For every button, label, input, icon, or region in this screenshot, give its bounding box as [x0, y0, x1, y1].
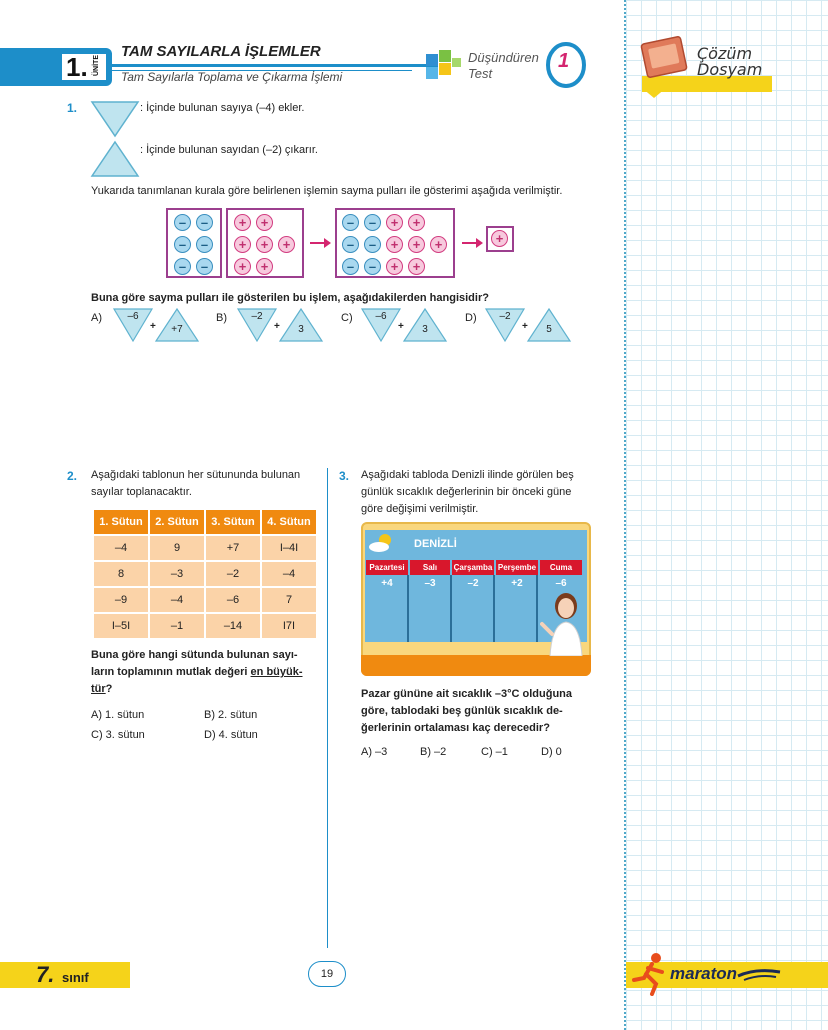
option-d-up-value: 5 — [546, 324, 552, 335]
plus-sign: + — [150, 321, 156, 332]
question-2-prompt: Buna göre hangi sütunda bulunan sayı- ların toplamının mutlak değeri en büyük- tür? — [91, 649, 303, 695]
negative-counter: – — [174, 236, 191, 253]
q3-choice-c[interactable]: C) –1 — [481, 746, 508, 758]
weather-board-base — [361, 655, 591, 676]
q2-choice-a[interactable]: A) 1. sütun — [91, 709, 145, 721]
q3-choice-b[interactable]: B) –2 — [420, 746, 447, 758]
plus-sign: + — [398, 321, 404, 332]
positive-counter: + — [256, 214, 273, 231]
question-3-prompt: Pazar gününe ait sıcaklık –3°C olduğuna göre, tablodaki beş günlük sıcaklık de- ğerlerinin ortalaması kaç derecedir? — [361, 688, 573, 734]
plus-sign: + — [274, 321, 280, 332]
q2-choice-d[interactable]: D) 4. sütun — [204, 729, 258, 741]
negative-counter: – — [342, 236, 359, 253]
option-c-down-value: –6 — [375, 311, 387, 322]
header-rule — [112, 64, 438, 67]
q2-choice-b[interactable]: B) 2. sütun — [204, 709, 258, 721]
positive-counter: + — [386, 258, 403, 275]
grade-word: sınıf — [62, 970, 89, 985]
table-row — [94, 614, 316, 638]
table-cell: 9 — [150, 536, 204, 560]
question-1-intro: Yukarıda tanımlanan kurala göre belirlenen işlemin sayma pulları ile gösterimi aşağıda verilmiştir. — [91, 185, 563, 197]
negative-counter: – — [174, 258, 191, 275]
table-header: 1. Sütun — [94, 510, 148, 534]
table-cell: –4 — [150, 588, 204, 612]
q3-choice-d[interactable]: D) 0 — [541, 746, 562, 758]
board-title: DENİZLİ — [414, 538, 457, 550]
negative-counter: – — [174, 214, 191, 231]
grade-number: 7. — [36, 962, 55, 987]
table-cell: –6 — [206, 588, 260, 612]
option-b-letter: B) — [216, 312, 227, 324]
day-change-value: –3 — [424, 578, 436, 589]
sun-cloud-icon — [367, 532, 397, 554]
question-2-intro: Aşağıdaki tablonun her sütununda bulunan sayılar toplanacaktır. — [91, 469, 301, 498]
positive-counter: + — [278, 236, 295, 253]
option-c-up-value: 3 — [422, 324, 428, 335]
day-header: Pazartesi — [366, 560, 408, 575]
question-3-intro: Aşağıdaki tabloda Denizli ilinde görülen beş günlük sıcaklık değerlerinin bir önceki güne göre değişimi verilmiştir. — [361, 469, 574, 515]
positive-counter: + — [491, 230, 508, 247]
negative-counter: – — [364, 214, 381, 231]
option-a-down-value: –6 — [127, 311, 139, 322]
positive-counter: + — [408, 236, 425, 253]
question-1-number: 1. — [67, 101, 78, 115]
table-cell: –4 — [262, 562, 316, 586]
page-subtitle: Tam Sayılarla Toplama ve Çıkarma İşlemi — [121, 70, 343, 84]
runner-icon — [630, 950, 670, 996]
option-c-letter: C) — [341, 312, 353, 324]
day-header: Çarşamba — [452, 560, 494, 575]
positive-counter: + — [408, 214, 425, 231]
page-title: TAM SAYILARLA İŞLEMLER — [121, 43, 321, 60]
negative-counter: – — [364, 258, 381, 275]
day-change-value: +2 — [511, 578, 523, 589]
table-cell: I–5I — [94, 614, 148, 638]
number-table — [92, 508, 318, 640]
table-row — [94, 588, 316, 612]
table-row — [94, 536, 316, 560]
q2-choice-c[interactable]: C) 3. sütun — [91, 729, 145, 741]
down-triangle-icon — [90, 100, 140, 138]
table-cell: I–4I — [262, 536, 316, 560]
table-cell: –9 — [94, 588, 148, 612]
option-b-up-value: 3 — [298, 324, 304, 335]
negative-counter: – — [196, 214, 213, 231]
test-number: 1 — [558, 50, 570, 72]
option-a-letter: A) — [91, 312, 102, 324]
day-change-value: –2 — [467, 578, 479, 589]
day-header: Salı — [410, 560, 450, 575]
table-header: 4. Sütun — [262, 510, 316, 534]
rule-up-text: : İçinde bulunan sayıdan (–2) çıkarır. — [140, 144, 318, 156]
question-3-number: 3. — [339, 469, 350, 483]
day-header: Cuma — [540, 560, 582, 575]
negative-counter: – — [364, 236, 381, 253]
solution-banner-tip — [642, 88, 666, 98]
arrow-icon — [462, 242, 480, 244]
q3-choice-a[interactable]: A) –3 — [361, 746, 388, 758]
solution-grid-panel — [624, 0, 828, 1030]
negative-counter: – — [196, 258, 213, 275]
positive-counter: + — [256, 236, 273, 253]
option-d-down-value: –2 — [499, 311, 511, 322]
positive-counter: + — [386, 214, 403, 231]
brand-name: maraton — [670, 964, 738, 983]
positive-counter: + — [430, 236, 447, 253]
presenter-figure — [540, 590, 588, 656]
table-cell: –2 — [206, 562, 260, 586]
table-cell: –4 — [94, 536, 148, 560]
table-cell: –3 — [150, 562, 204, 586]
page-number: 19 — [308, 961, 346, 987]
day-change-value: –6 — [555, 578, 567, 589]
column-divider — [327, 468, 328, 948]
folder-icon — [640, 34, 690, 78]
solution-title: Çözüm Dosyam — [697, 44, 763, 79]
unit-number: 1. — [66, 52, 88, 82]
table-cell: I7I — [262, 614, 316, 638]
table-row — [94, 562, 316, 586]
question-1-prompt: Buna göre sayma pulları ile gösterilen bu işlem, aşağıdakilerden hangisidir? — [91, 292, 489, 304]
table-cell: –1 — [150, 614, 204, 638]
positive-counter: + — [256, 258, 273, 275]
rule-down-text: : İçinde bulunan sayıya (–4) ekler. — [140, 102, 305, 114]
table-header: 2. Sütun — [150, 510, 204, 534]
plus-sign: + — [522, 321, 528, 332]
day-change-value: +4 — [381, 578, 393, 589]
test-label: Düşündüren Test — [468, 50, 539, 81]
day-header: Perşembe — [496, 560, 538, 575]
table-cell: 8 — [94, 562, 148, 586]
unit-word: ÜNİTE — [93, 55, 100, 76]
table-cell: –14 — [206, 614, 260, 638]
arrow-icon — [310, 242, 328, 244]
up-triangle-icon — [90, 140, 140, 178]
positive-counter: + — [234, 236, 251, 253]
option-a-up-value: +7 — [171, 324, 183, 335]
positive-counter: + — [234, 258, 251, 275]
negative-counter: – — [342, 258, 359, 275]
positive-counter: + — [386, 236, 403, 253]
positive-counter: + — [234, 214, 251, 231]
table-header: 3. Sütun — [206, 510, 260, 534]
option-d-letter: D) — [465, 312, 477, 324]
option-b-down-value: –2 — [251, 311, 263, 322]
cube-icon — [420, 46, 464, 84]
brand-swoosh-icon — [736, 966, 782, 982]
table-cell: +7 — [206, 536, 260, 560]
negative-counter: – — [342, 214, 359, 231]
table-cell: 7 — [262, 588, 316, 612]
question-2-number: 2. — [67, 469, 78, 483]
negative-counter: – — [196, 236, 213, 253]
positive-counter: + — [408, 258, 425, 275]
